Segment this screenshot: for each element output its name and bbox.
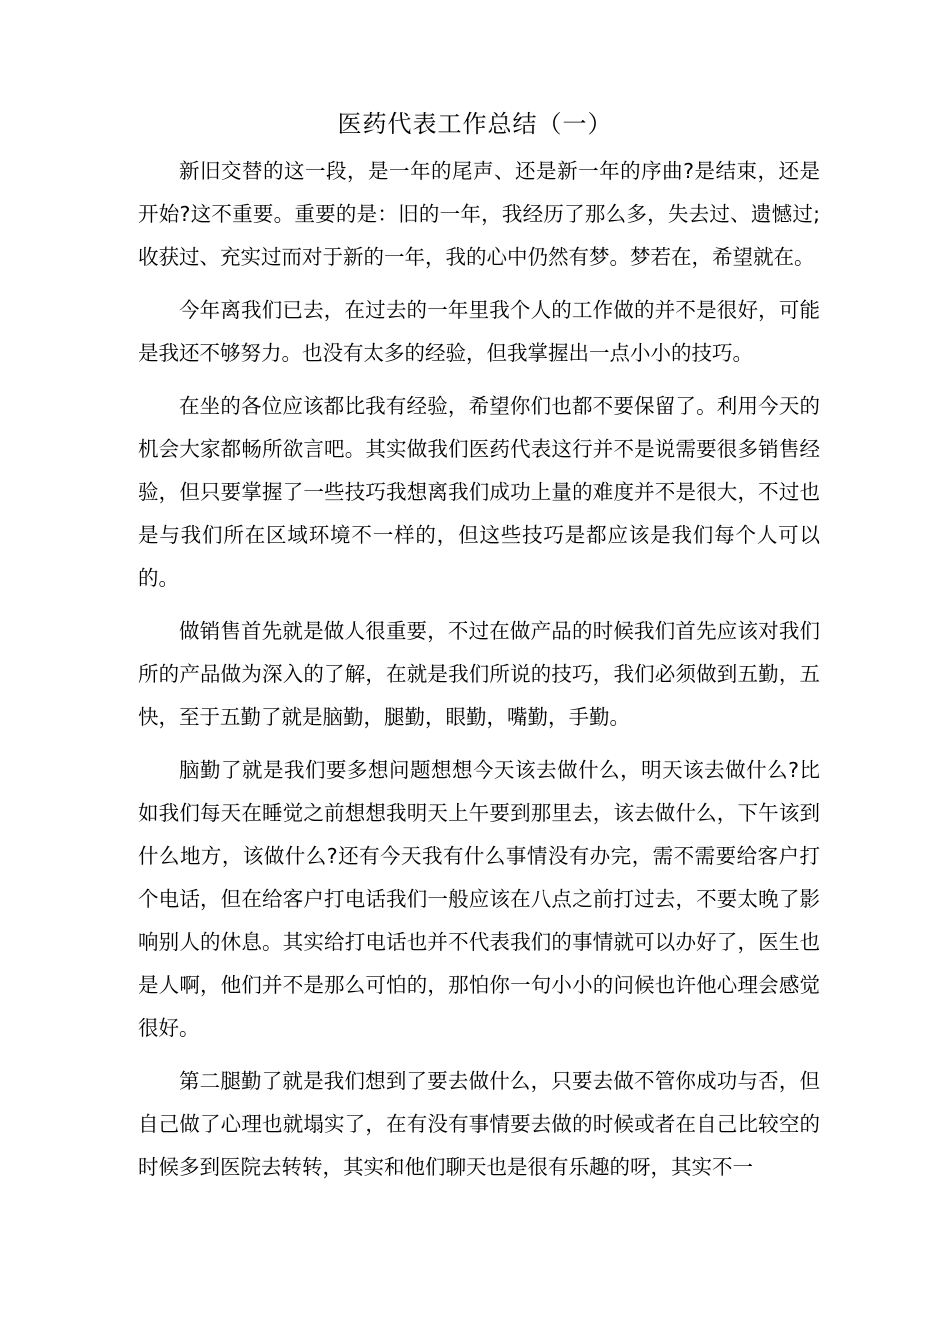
document-title: 医药代表工作总结（一） — [337, 110, 613, 138]
paragraph-1: 新旧交替的这一段，是一年的尾声、还是新一年的序曲?是结束，还是开始?这不重要。重要的是：旧的一年，我经历了那么多，失去过、遗憾过;收获过、充实过而对于新的一年，我的心中仍然有梦。梦若在，希望就在。 — [138, 159, 820, 269]
document-body — [138, 150, 820, 1199]
paragraph-6: 第二腿勤了就是我们想到了要去做什么，只要去做不管你成功与否，但自己做了心理也就塌实了，在有没有事情要去做的时候或者在自己比较空的时候多到医院去转转，其实和他们聊天也是很有乐趣的呀，其实不一 — [138, 1069, 820, 1179]
paragraph-4: 做销售首先就是做人很重要，不过在做产品的时候我们首先应该对我们所的产品做为深入的了解，在就是我们所说的技巧，我们必须做到五勤，五快，至于五勤了就是脑勤，腿勤，眼勤，嘴勤，手勤。 — [138, 619, 820, 729]
paragraph-2: 今年离我们已去，在过去的一年里我个人的工作做的并不是很好，可能是我还不够努力。也没有太多的经验，但我掌握出一点小小的技巧。 — [138, 298, 820, 365]
paragraph-3: 在坐的各位应该都比我有经验，希望你们也都不要保留了。利用今天的机会大家都畅所欲言吧。其实做我们医药代表这行并不是说需要很多销售经验，但只要掌握了一些技巧我想离我们成功上量的难度并不是很大，不过也是与我们所在区域环境不一样的，但这些技巧是都应该是我们每个人可以的。 — [138, 394, 820, 590]
paragraph-5: 脑勤了就是我们要多想问题想想今天该去做什么，明天该去做什么?比如我们每天在睡觉之前想想我明天上午要到那里去，该去做什么，下午该到什么地方，该做什么?还有今天我有什么事情没有办完，需不需要给客户打个电话，但在给客户打电话我们一般应该在八点之前打过去，不要太晚了影响别人的休息。其实给打电话也并不代表我们的事情就可以办好了，医生也是人啊，他们并不是那么可怕的，那怕你一句小小的问候也许他心理会感觉很好。 — [138, 758, 820, 1040]
